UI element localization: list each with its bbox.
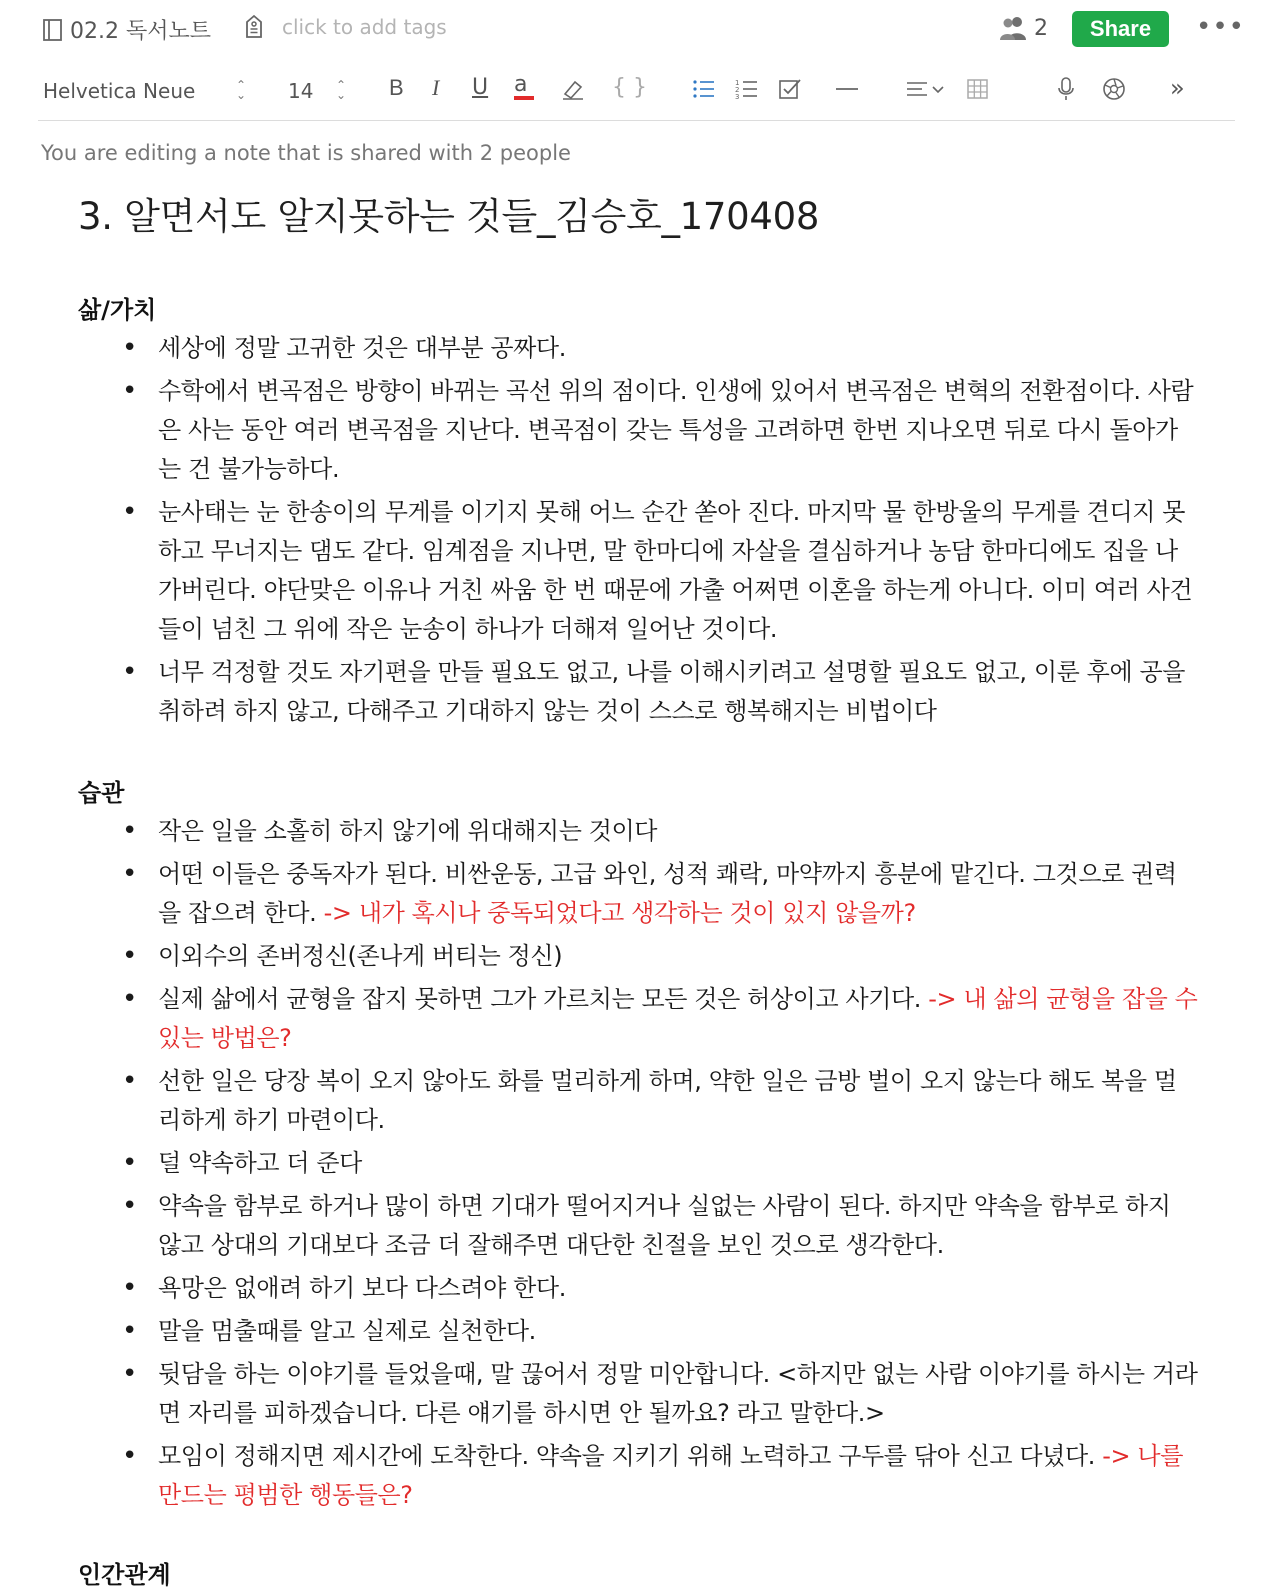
list-item[interactable] xyxy=(78,1269,1198,1308)
checkbox-icon[interactable] xyxy=(778,78,802,100)
bullet-list-icon[interactable] xyxy=(692,78,716,100)
list-item[interactable] xyxy=(78,1187,1198,1265)
formatting-toolbar xyxy=(0,64,1280,118)
notebook-name: 02.2 독서노트 xyxy=(70,19,211,44)
note-header xyxy=(0,0,1280,60)
list-item-text: 욕망은 없애려 하기 보다 다스려야 한다. xyxy=(158,1274,566,1302)
bullet-list-habits xyxy=(78,812,1198,1519)
list-item[interactable] xyxy=(78,980,1198,1058)
text-color-letter: a xyxy=(514,72,528,97)
attachment-icon[interactable] xyxy=(1102,77,1126,101)
list-item-text: 너무 걱정할 것도 자기편을 만들 필요도 없고, 나를 이해시키려고 설명할 필요도 없고, 이룬 후에 공을 취하려 하지 않고, 다해주고 기대하지 않는 것이 스스로 행복해지는 비법이다 xyxy=(158,658,1186,725)
svg-text:3: 3 xyxy=(735,93,740,100)
collaborators-count: 2 xyxy=(1034,15,1048,41)
highlighter-icon[interactable] xyxy=(561,78,585,100)
list-item-text: 말을 멈출때를 알고 실제로 실천한다. xyxy=(158,1317,536,1345)
section-heading-relationships: 인간관계 xyxy=(78,1561,171,1589)
note-title[interactable]: 3. 알면서도 알지못하는 것들_김승호_170408 xyxy=(78,195,820,238)
red-annotation: -> 나를 만드는 평범한 행동들은? xyxy=(158,1442,1183,1509)
toolbar-divider xyxy=(38,120,1235,121)
list-item[interactable] xyxy=(78,1062,1198,1140)
notebook-icon xyxy=(42,18,64,42)
code-block-button[interactable]: { } xyxy=(612,75,647,100)
collaborators-button[interactable] xyxy=(998,14,1048,42)
font-family-select[interactable]: Helvetica Neue xyxy=(43,79,196,103)
tags-placeholder[interactable]: click to add tags xyxy=(282,15,447,39)
section-heading-values: 삶/가치 xyxy=(78,296,157,324)
share-button[interactable]: Share xyxy=(1072,11,1169,47)
bold-button[interactable]: B xyxy=(389,75,404,100)
text-color-button[interactable] xyxy=(514,72,534,100)
list-item-text: 이외수의 존버정신(존나게 버티는 정신) xyxy=(158,942,563,970)
tag-area[interactable] xyxy=(244,14,447,40)
svg-text:2: 2 xyxy=(735,86,740,94)
list-item[interactable] xyxy=(78,1144,1198,1183)
svg-text:1: 1 xyxy=(735,79,740,87)
table-icon[interactable] xyxy=(967,78,989,100)
list-item[interactable] xyxy=(78,1355,1198,1433)
list-item[interactable] xyxy=(78,855,1198,933)
red-annotation: -> 내가 혹시나 중독되었다고 생각하는 것이 있지 않을까? xyxy=(323,899,916,927)
list-item[interactable] xyxy=(78,329,1198,368)
red-annotation: -> 내 삶의 균형을 잡을 수 있는 방법은? xyxy=(158,985,1198,1052)
more-options-icon[interactable]: ••• xyxy=(1196,12,1246,42)
list-item[interactable] xyxy=(78,493,1198,649)
list-item-text: 어떤 이들은 중독자가 된다. 비싼운동, 고급 와인, 성적 쾌락, 마약까지 흥분에 맡긴다. 그것으로 권력을 잡으려 한다. xyxy=(158,860,1177,927)
numbered-list-icon[interactable] xyxy=(735,78,759,100)
notebook-selector[interactable] xyxy=(42,14,211,45)
list-item-text: 덜 약속하고 더 준다 xyxy=(158,1149,362,1177)
font-size-stepper-icon[interactable]: ⌃ ⌄ xyxy=(336,78,347,102)
list-item[interactable] xyxy=(78,937,1198,976)
bullet-list-values xyxy=(78,329,1198,735)
horizontal-rule-icon[interactable] xyxy=(835,78,859,100)
list-item-text: 수학에서 변곡점은 방향이 바뀌는 곡선 위의 점이다. 인생에 있어서 변곡점은 변혁의 전환점이다. 사람은 사는 동안 여러 변곡점을 지난다. 변곡점이 갖는 특성을 고려하면 한번 지나오면 뒤로 다시 돌아가는 건 불가능하다. xyxy=(158,377,1194,483)
tag-icon xyxy=(244,14,264,40)
list-item-text: 뒷담을 하는 이야기를 들었을때, 말 끊어서 정말 미안합니다. <하지만 없는 사람 이야기를 하시는 거라면 자리를 피하겠습니다. 다른 얘기를 하시면 안 될까요? 라고 말한다.> xyxy=(158,1360,1198,1427)
list-item-text: 선한 일은 당장 복이 오지 않아도 화를 멀리하게 하며, 약한 일은 금방 벌이 오지 않는다 해도 복을 멀리하게 하기 마련이다. xyxy=(158,1067,1177,1134)
list-item-text: 약속을 함부로 하거나 많이 하면 기대가 떨어지거나 실없는 사람이 된다. 하지만 약속을 함부로 하지 않고 상대의 기대보다 조금 더 잘해주면 대단한 친절을 보인 것으로 생각한다. xyxy=(158,1192,1171,1259)
list-item[interactable] xyxy=(78,372,1198,489)
list-item-text: 작은 일을 소홀히 하지 않기에 위대해지는 것이다 xyxy=(158,817,658,845)
font-family-stepper-icon[interactable]: ⌃ ⌄ xyxy=(236,78,247,102)
share-notice: You are editing a note that is shared with 2 people xyxy=(41,141,571,165)
list-item[interactable] xyxy=(78,653,1198,731)
expand-toolbar-icon[interactable]: » xyxy=(1170,74,1185,102)
font-size-select[interactable]: 14 xyxy=(288,79,314,103)
list-item-text: 세상에 정말 고귀한 것은 대부분 공짜다. xyxy=(158,334,566,362)
list-item[interactable] xyxy=(78,812,1198,851)
list-item-text: 모임이 정해지면 제시간에 도착한다. 약속을 지키기 위해 노력하고 구두를 닦아 신고 다녔다. xyxy=(158,1442,1103,1470)
italic-button[interactable]: I xyxy=(432,75,440,100)
section-heading-habits: 습관 xyxy=(78,779,125,807)
people-icon xyxy=(998,14,1030,42)
underline-button[interactable]: U xyxy=(472,75,489,100)
list-item[interactable] xyxy=(78,1312,1198,1351)
align-icon[interactable] xyxy=(906,78,946,100)
list-item-text: 실제 삶에서 균형을 잡지 못하면 그가 가르치는 모든 것은 허상이고 사기다. xyxy=(158,985,929,1013)
list-item[interactable] xyxy=(78,1437,1198,1515)
list-item-text: 눈사태는 눈 한송이의 무게를 이기지 못해 어느 순간 쏟아 진다. 마지막 물 한방울의 무게를 견디지 못하고 무너지는 댐도 같다. 임계점을 지나면, 말 한마디에 자살을 결심하거나 농담 한마디에도 집을 나가버린다. 야단맞은 이유나 거친 싸움 한 번 때문에 가출 어쩌면 이혼을 하는게 아니다. 이미 여러 사건들이 넘친 그 위에 작은 눈송이 하나가 더해져 일어난 것이다. xyxy=(158,498,1193,643)
microphone-icon[interactable] xyxy=(1056,76,1076,102)
